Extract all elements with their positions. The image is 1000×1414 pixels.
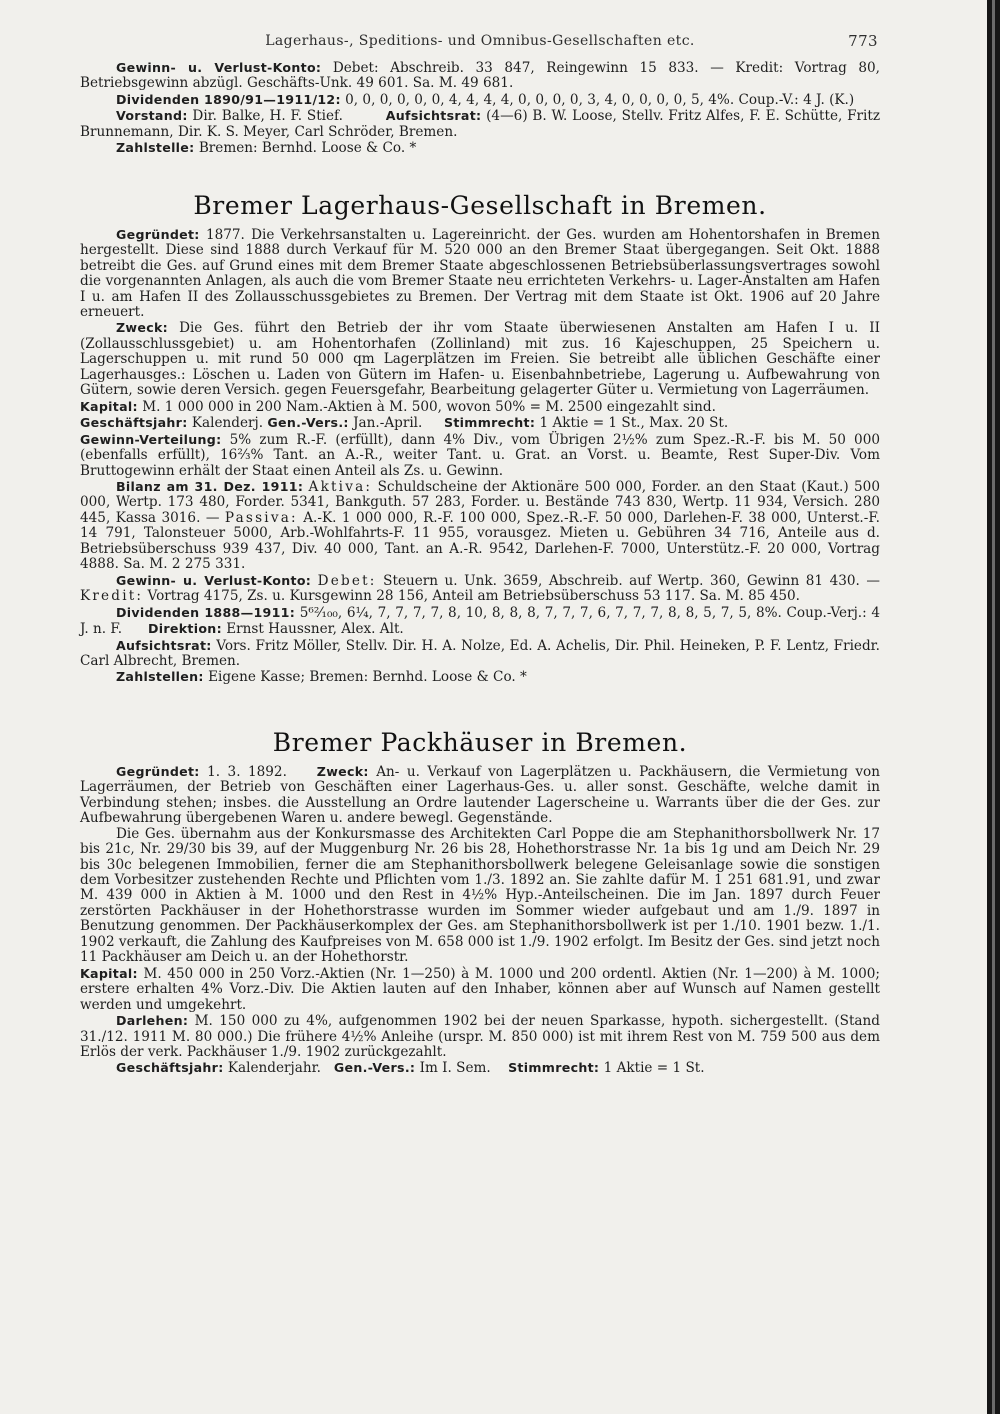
- company1-stimmrecht-label: Stimmrecht:: [443, 415, 536, 431]
- company1-kapital-text: M. 1 000 000 in 200 Nam.-Aktien à M. 500, wovon 50% = M. 2500 eingezahlt sind.: [142, 398, 716, 415]
- company2-kapital-label: Kapital:: [80, 965, 138, 981]
- prev-vorstand-label: Vorstand:: [116, 108, 188, 124]
- prev-gv-text: Debet: Abschreib. 33 847, Reingewinn 15 833. — Kredit: Vortrag 80, Betriebsgewinn abzügl. Geschäfts-Unk. 49 601. Sa. M. 49 681.: [80, 60, 880, 92]
- prev-dividends-label: Dividenden 1890/91—1911/12:: [116, 91, 341, 107]
- company1-zahlstellen-paragraph: [80, 669, 880, 685]
- company1-direktion-label: Direktion:: [148, 621, 222, 637]
- prev-aufsichtsrat-label: Aufsichtsrat:: [385, 108, 482, 124]
- company1-direktion-text: Ernst Haussner, Alex. Alt.: [226, 621, 404, 638]
- company1-kredit-text: Vortrag 4175, Zs. u. Kursgewinn 28 156, Anteil am Betriebsüberschuss 53 117. Sa. M. 85 450.: [147, 588, 800, 605]
- prev-zahlstelle-paragraph: [80, 140, 880, 156]
- company1-genvers-text: Jan.-April.: [353, 415, 423, 432]
- company1-gewinnverteilung-paragraph: [80, 432, 880, 479]
- company2-zweck-label: Zweck:: [316, 763, 369, 779]
- running-title: Lagerhaus-, Speditions- und Omnibus-Gesellschaften etc.: [265, 33, 695, 49]
- company2-gj-text: Kalenderjahr.: [227, 1060, 321, 1077]
- company1-genvers-label: Gen.-Vers.:: [267, 415, 349, 431]
- company1-gj-label: Geschäftsjahr:: [80, 415, 188, 431]
- company1-bilanz-label: Bilanz am 31. Dez. 1911:: [116, 478, 304, 494]
- company1-debet-text: Steuern u. Unk. 3659, Abschreib. auf Wertp. 360, Gewinn 81 430. —: [383, 572, 880, 589]
- company1-dividends-paragraph: [80, 605, 880, 638]
- company2-kapital-paragraph: [80, 966, 880, 1013]
- company1-title: Bremer Lagerhaus-Gesellschaft in Bremen.: [193, 190, 767, 220]
- company1-debet-word: Debet:: [317, 572, 377, 589]
- company2-stimmrecht-text: 1 Aktie = 1 St.: [603, 1060, 705, 1077]
- company1-aktiva-word: Aktiva:: [308, 478, 373, 495]
- company1-bilanz-paragraph: [80, 479, 880, 573]
- prev-zahlstelle-label: Zahlstelle:: [116, 140, 195, 156]
- company1-passiva-word: Passiva:: [224, 509, 298, 526]
- prev-vorstand-text: Dir. Balke, H. F. Stief.: [192, 108, 343, 125]
- company1-gewinnverteilung-label: Gewinn-Verteilung:: [80, 431, 222, 447]
- prev-dividends-text: 0, 0, 0, 0, 0, 0, 4, 4, 4, 4, 0, 0, 0, 0, 3, 4, 0, 0, 0, 0, 5, 4%. Coup.-V.: 4 J. (K.): [345, 91, 855, 108]
- company2-genvers-label: Gen.-Vers.:: [333, 1060, 416, 1076]
- company1-aufsichtsrat-paragraph: [80, 638, 880, 670]
- company1-guv-label: Gewinn- u. Verlust-Konto:: [116, 572, 312, 588]
- company1-aufsichtsrat-label: Aufsichtsrat:: [116, 637, 212, 653]
- company1-zahlstellen-text: Eigene Kasse; Bremen: Bernhd. Loose & Co. *: [208, 669, 527, 686]
- prev-gv-label: Gewinn- u. Verlust-Konto:: [116, 60, 322, 75]
- company1-gj-text: Kalenderj.: [191, 415, 264, 432]
- company2-darlehen-text: M. 150 000 zu 4%, aufgenommen 1902 bei der neuen Sparkasse, hypoth. sichergestellt. (Stand 31./12. 1911 M. 80 000.) Die frühere 4½% Anleihe (urspr. M. 850 000) ist mit ihrem Rest von M. 759 500 aus dem Erlös der verk. Packhäuser 1./9. 1902 zurückgezahlt.: [80, 1013, 880, 1061]
- company2-history-paragraph: [80, 827, 880, 966]
- company1-zweck-label: Zweck:: [116, 320, 168, 336]
- company1-aufsichtsrat-text: Vors. Fritz Möller, Stellv. Dir. H. A. Nolze, Ed. A. Achelis, Dir. Phil. Heineken, P. F. Lentz, Friedr. Carl Albrecht, Bremen.: [80, 637, 880, 669]
- prev-dividends-paragraph: [80, 92, 880, 108]
- company2-history-text: Die Ges. übernahm aus der Konkursmasse des Architekten Carl Poppe die am Stephanithorsbollwerk Nr. 17 bis 21c, Nr. 29/30 bis 39, auf der Muggenburg Nr. 26 bis 28, Hohethorstrasse Nr. 1a bis 1g und am Deich Nr. 29 bis 30c belegenen Immobilien, ferner die am Stephanithorsbollwerk belegene Geleisanlage sowie die sonstigen dem Vorbesitzer zustehenden Rechte und Pflichten vom 1./3. 1892 an. Sie zahlte dafür M. 1 251 681.91, und zwar M. 439 000 in Aktien à M. 1000 und den Rest in 4½% Hyp.-Anteilscheinen. Die im Jan. 1897 durch Feuer zerstörten Packhäuser in der Hohethorstrasse wurden im Sommer wieder aufgebaut und am 1./9. 1897 in Benutzung genommen. Der Packhäuserkomplex der Ges. am Stephanithorsbollwerk ist per 1./10. 1901 bezw. 1./1. 1902 verkauft, die Zahlung des Kaufpreises von M. 658 000 ist 1./9. 1902 erfolgt. Im Besitz der Ges. sind jetzt noch 11 Packhäuser am Deich u. an der Hohethorstr.: [80, 825, 880, 966]
- company1-gewinnverteilung-text: 5% zum R.-F. (erfüllt), dann 4% Div., vom Übrigen 2½% zum Spez.-R.-F. bis M. 50 000 (ebenfalls erfüllt), 16⅔% Tant. an A.-R., weiter Tant. u. Grat. an Vorst. u. Beamte, Rest Super-Div. Vom Bruttogewinn erhält der Staat einen Anteil als Zs. u. Gewinn.: [80, 431, 880, 479]
- company1-kapital-label: Kapital:: [80, 398, 138, 414]
- company1-zweck-paragraph: [80, 320, 880, 398]
- company1-dividends-text: 5⁶²⁄₁₀₀, 6¼, 7, 7, 7, 7, 8, 10, 8, 8, 8, 7, 7, 7, 6, 7, 7, 7, 8, 8, 5, 7, 5, 8%. Coup.-Verj.: 4 J. n. F.: [80, 604, 880, 638]
- page-content: [80, 34, 880, 1077]
- company1-stimmrecht-text: 1 Aktie = 1 St., Max. 20 St.: [539, 415, 729, 432]
- company2-gegruendet-label: Gegründet:: [116, 763, 200, 779]
- company2-title: Bremer Packhäuser in Bremen.: [272, 727, 688, 757]
- running-header: [80, 34, 880, 60]
- page-edge-highlight: [992, 0, 995, 1414]
- company1-zahlstellen-label: Zahlstellen:: [116, 669, 204, 685]
- page-number: 773: [848, 32, 878, 50]
- company2-genvers-text: Im I. Sem.: [419, 1060, 491, 1077]
- prev-gv-paragraph: [80, 60, 880, 92]
- company2-darlehen-paragraph: [80, 1013, 880, 1060]
- company1-gegruendet-text: 1877. Die Verkehrsanstalten u. Lagereinricht. der Ges. wurden am Hohentorshafen in Bremen hergestellt. Diese sind 1888 durch Verkauf für M. 520 000 an den Bremer Staat übergegangen. Seit Okt. 1888 betreibt die Ges. auf Grund eines mit dem Bremer Staate abgeschlossenen Betriebsüberlassungsvertrages sowohl die vorgenannten Anlagen, als auch die vom Bremer Staate neu errichteten Verkehrs- u. Lager-Anstalten am Hafen I u. am Hafen II des Zollausschussgebietes zu Bremen. Der Vertrag mit dem Staate ist Okt. 1906 auf 20 Jahre erneuert.: [80, 226, 880, 320]
- company1-passiva-text: A.-K. 1 000 000, R.-F. 100 000, Spez.-R.-F. 50 000, Darlehen-F. 38 000, Unterst.-F. 14 791, Talonsteuer 5000, Arb.-Wohlfahrts-F. 11 955, vorausgez. Mieten u. Gebühren 34 716, Anteile aus d. Betriebsüberschuss 939 437, Div. 40 000, Tant. an A.-R. 9542, Darlehen-F. 7000, Unterstütz.-F. 20 000, Vortrag 4888. Sa. M. 2 275 331.: [80, 509, 880, 573]
- company2-stimmrecht-label: Stimmrecht:: [508, 1060, 600, 1076]
- company1-gj-paragraph: [80, 415, 880, 431]
- company1-gegruendet-paragraph: [80, 227, 880, 321]
- company2-gegruendet-text: 1. 3. 1892.: [207, 763, 287, 780]
- prev-aufsichtsrat-text: (4—6) B. W. Loose, Stellv. Fritz Alfes, F. E. Schütte, Fritz Brunnemann, Dir. K. S. Meyer, Carl Schröder, Bremen.: [80, 108, 881, 140]
- prev-board-paragraph: [80, 108, 880, 140]
- company1-dividends-label: Dividenden 1888—1911:: [116, 604, 296, 620]
- company1-aktiva-text: Schuldscheine der Aktionäre 500 000, Forder. an den Staat (Kaut.) 500 000, Wertp. 173 480, Forder. 5341, Bankguth. 57 283, Forder. u. Bestände 743 830, Wertp. 11 934, Versich. 280 445, Kassa 3016. —: [80, 478, 880, 526]
- company2-darlehen-label: Darlehen:: [116, 1013, 189, 1029]
- company2-gegruendet-paragraph: [80, 764, 880, 827]
- company1-guv-paragraph: [80, 573, 880, 605]
- company1-kapital-paragraph: [80, 399, 880, 415]
- company2-zweck-text: An- u. Verkauf von Lagerplätzen u. Packhäusern, die Vermietung von Lagerräumen, der Betrieb von Geschäften einer Lagerhaus-Ges. u. aller sonst. Geschäfte, welche damit in Verbindung stehen; insbes. die Ausstellung an Ordre lautender Lagerscheine u. Warrants über die der Ges. zur Aufbewahrung übergebenen Waren u. andere bewegl. Gegenstände.: [80, 763, 880, 827]
- prev-zahlstelle-text: Bremen: Bernhd. Loose & Co. *: [198, 140, 417, 157]
- company2-kapital-text: M. 450 000 in 250 Vorz.-Aktien (Nr. 1—250) à M. 1000 und 200 ordentl. Aktien (Nr. 1—200) à M. 1000; erstere erhalten 4% Vorz.-Div. Die Aktien lauten auf den Inhaber, können aber auf Wunsch auf Namen gestellt werden und umgekehrt.: [80, 965, 880, 1013]
- company2-gj-paragraph: [80, 1060, 880, 1076]
- company2-gj-label: Geschäftsjahr:: [116, 1060, 224, 1076]
- company1-zweck-text: Die Ges. führt den Betrieb der ihr vom Staate überwiesenen Anstalten am Hafen I u. II (Zollausschlussgebiet) u. am Hohentorhafen (Zollinland) mit zus. 16 Kajeschuppen, 25 Speichern u. Lagerschuppen u. mit rund 50 000 qm Lagerplätzen im Freien. Sie betreibt alle üblichen Geschäfte einer Lagerhausges.: Löschen u. Laden von Gütern im Hafen- u. Eisenbahnbetriebe, Lagerung u. Aufbewahrung von Gütern, sowie deren Versich. gegen Feuersgefahr, Bearbeitung gelagerter Güter u. Vermietung von Lagerräumen.: [80, 320, 881, 399]
- company1-kredit-word: Kredit:: [80, 588, 144, 605]
- company1-gegruendet-label: Gegründet:: [116, 226, 200, 242]
